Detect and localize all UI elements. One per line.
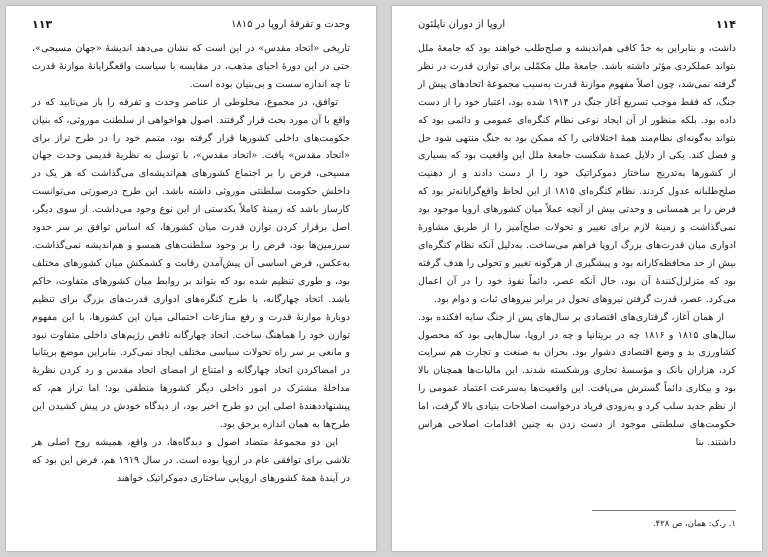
footnote-text: ۱. ر.ک: همان، ص ۴۲۸. [652,519,736,529]
footnote [653,519,736,529]
running-title: وحدت و تفرقهٔ اروپا در ۱۸۱۵ [231,19,350,30]
right-page-body [418,40,736,452]
page-number: ۱۱۴ [715,18,736,31]
running-title: اروپا از دوران ناپلئون [418,19,506,30]
paragraph: از همان آغاز، گرفتاری‌های اقتصادی بر سال‌های پس از جنگ سایه افکنده بود. سال‌های ۱۸۱۵ و ۱۸۱۶ چه در بریتانیا و چه در اروپا، سال‌هایی بود که محصول کشاورزی بد و وضع اقتصادی دشوار بود. بحران به صنعت و تجارت هم سرایت کرد، هزاران بانک و مؤسسهٔ تجاری ورشکسته شدند. این مالیات‌ها همچنان بالا بود و بیکاری دائماً گسترش می‌یافت. این واقعیت‌ها به‌سرعت اعتماد عمومی را از نظم جدید سلب کرد و به‌زودی فریاد درخواست اصلاحات بنیادی بالا گرفت، اما حکومت‌های سلطنتی موجود از دست زدن به چنین اقدامات اصلاحی هراس داشتند. بنا [418,311,736,448]
right-page [392,6,762,551]
left-page-header [32,18,350,32]
footnote-divider [592,510,736,511]
page-number: ۱۱۳ [32,18,53,31]
left-page [6,6,376,551]
paragraph: داشت، و بنابراین به حدّ کافی هم‌اندیشه و صلح‌طلب خواهند بود که جامعهٔ ملل بتواند عملکردی مؤثر داشته باشد. جامعهٔ ملل مکمّلی برای توازن قدرت در نظر گرفته نمی‌شد، چون اصلاً مفهوم موازنهٔ قدرت به‌سبب مجموعهٔ اتحادهای پیش از جنگ، که فقط موجب تسریع آغاز جنگ در ۱۹۱۴ شده بود، اعتبار خود را از دست داده بود. بلکه منظور از آن ایجاد نوعی نظام کنگره‌ای عمومی و دائمی بود که بتواند به‌گونه‌ای نظام‌مند همهٔ اختلافاتی را که ممکن بود به جنگ منتهی شود حل و فصل کند. یکی از دلایل عمدهٔ شکست جامعهٔ ملل این واقعیت بود که بسیاری از کشورها به‌تدریج ساختار دموکراتیک خود را از دست دادند و از ذهنیت صلح‌طلبانه عدول کردند. نظام کنگره‌ای ۱۸۱۵ از این لحاظ واقع‌گرایانه‌تر بود که فرض را بر همسانی و وحدتی بیش از آنچه عملاً میان کشورهای اروپا موجود بود نمی‌گذاشت و زمینهٔ لازم برای تغییر و تحولات صلح‌آمیز را از طریق مشاورهٔ ادواری میان قدرت‌های بزرگ اروپا فراهم می‌ساخت. به‌دلیل آنکه نظام کنگره‌ای بیش از حد محافظه‌کارانه بود و پیشگیری از هرگونه تغییر و تحولی را هدف گرفته بود که متزلزل‌کنندهٔ آن بود، حال آنکه عصر، دائماً نفوذ خود را در آن اعمال می‌کرد. عصر، قدرت گرفتن نیروهای تحول در برابر نیروهای ثبات و دوام بود. [418,43,736,305]
right-page-header [418,18,736,32]
left-page-body [32,40,350,488]
paragraph: توافق، در مجموع، مخلوطی از عناصر وحدت و تفرقه را باز می‌تابید که در واقع با آن مورد بحث قرار گرفتند. اصول هواخواهی از سلطنت موروثی، که بنیان حکومت‌های داخلی کشورها قرار گرفته بود، متمم خود را در طرح تراز برای «اتحاد مقدس» یافت. «اتحاد مقدس»، با توسل به نظریهٔ قدیمی وحدت جهان مسیحی، فرض را بر اجتماع کشورهای هم‌اندیشه‌ای می‌گذاشت که هر یک در داخلش حکومت سلطنتی موروثی داشته باشد. این طرح درصورتی می‌توانست کارساز باشد که زمینهٔ کاملاً یکدستی از این نوع وجود می‌داشت. از سوی دیگر، اصل برقرار کردن توازن قدرت میان کشورها، که اساس توافق بر سر حدود سرزمین‌ها بود، فرض را بر وجود سلطنت‌های همسو و هم‌اندیشه نمی‌گذاشت. به‌عکس، فرض اساسی آن پیش‌آمدن رقابت و کشمکش میان کشورهای مختلف بود، و طوری تنظیم شده بود که بتواند بر روابط میان کشورهای متفاوت، حاکم باشد. اتحاد چهارگانه، با طرح کنگره‌های ادواری قدرت‌های بزرگ برای تنظیم دوبارهٔ موازنهٔ قدرت و رفع منازعات احتمالی میان این کشورها، با این مفهوم توازن خود را هماهنگ ساخت. اتحاد چهارگانه ناقض رژیم‌های داخلی متفاوت نبود و مانعی بر سر راه تحولات سیاسی مختلف ایجاد نمی‌کرد. بنابراین موضع بریتانیا در امضاکردن اتحاد چهارگانه و امتناع از امضای اتحاد مقدس و رد کردن نظریهٔ مداخلهٔ مشترک در امور داخلی دیگر کشورها منطقی بود؛ اما تراز هم، که پیشنهاددهندهٔ اصلی این دو طرح اخیر بود، از دیدگاه خودش در پیش کشیدن این طرح‌ها به همان اندازه برحق بود. [32,96,350,431]
paragraph: تاریخی «اتحاد مقدس» در این است که نشان می‌دهد اندیشهٔ «جهان مسیحی»، حتی در این دورهٔ احیای مذهب، در مقایسه با سیاست واقعگرایانهٔ موازنهٔ قدرت تا چه اندازه سست و بی‌بنیان بوده است. [32,43,350,90]
paragraph: این دو مجموعهٔ متضاد اصول و دیدگاه‌ها، در واقع، همیشه روح اصلی هر تلاشی برای توافقی عام در اروپا بوده است. در سال ۱۹۱۹ هم، فرض این بود که در آیندهٔ همهٔ کشورهای اروپایی ساختاری دموکراتیک خواهند [32,436,351,484]
